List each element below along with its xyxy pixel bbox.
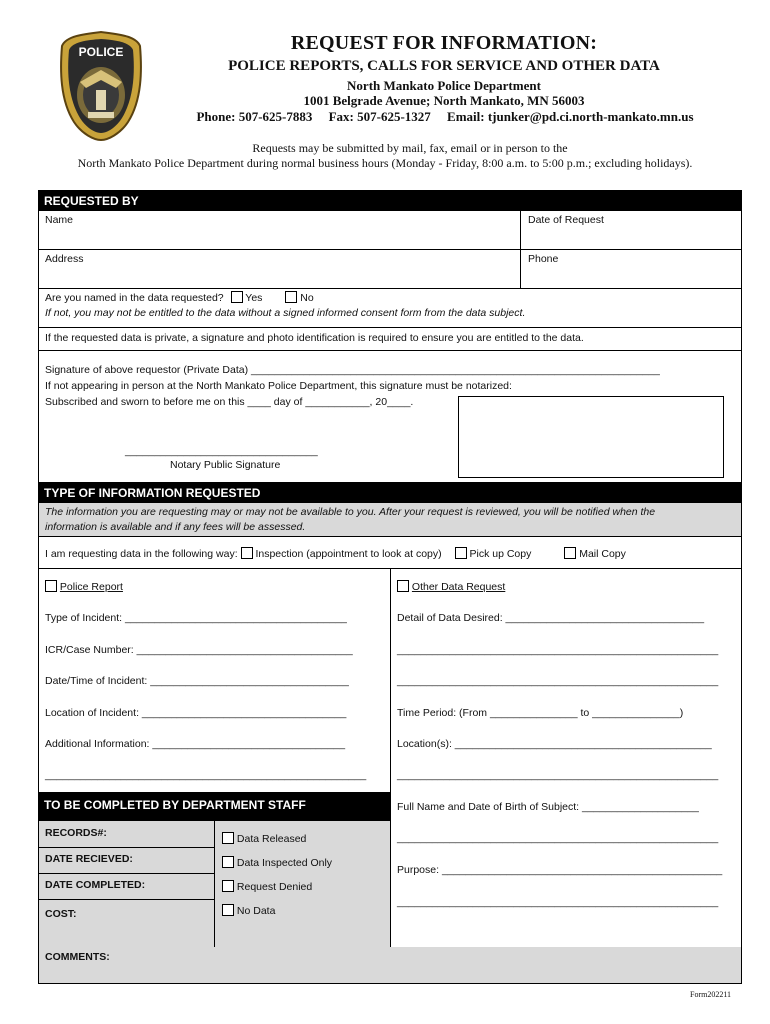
comments-label: COMMENTS:: [45, 951, 110, 963]
date-of-request-label: Date of Request: [528, 214, 604, 226]
pickup-label: Pick up Copy: [469, 548, 532, 560]
notarize-note: If not appearing in person at the North Mankato Police Department, this signature must be notarized:: [45, 380, 512, 392]
department-contact: Phone: 507-625-7883 Fax: 507-625-1327 Email: tjunker@pd.ci.north-mankato.mn.us: [196, 109, 694, 124]
incident-datetime-field[interactable]: Date/Time of Incident: __________________________________: [45, 675, 349, 687]
additional-info-field[interactable]: Additional Information: _________________________________: [45, 738, 346, 750]
named-no-checkbox[interactable]: [285, 291, 297, 303]
consent-note: If not, you may not be entitled to the data without a signed informed consent form from the data subject.: [45, 307, 526, 319]
inspection-checkbox[interactable]: [241, 547, 253, 559]
locations-line[interactable]: _______________________________________________________: [397, 769, 719, 781]
department-name: North Mankato Police Department: [347, 78, 541, 93]
pickup-checkbox[interactable]: [455, 547, 467, 559]
badge-text: POLICE: [78, 45, 124, 59]
staff-heading: TO BE COMPLETED BY DEPARTMENT STAFF: [38, 792, 390, 821]
address-field[interactable]: [38, 250, 520, 288]
named-no-label: No: [300, 292, 314, 304]
records-number-label: RECORDS#:: [45, 827, 107, 839]
data-released-label: Data Released: [236, 833, 307, 845]
police-report-label: Police Report: [59, 581, 123, 593]
request-denied-checkbox[interactable]: [222, 880, 234, 892]
data-inspected-label: Data Inspected Only: [236, 857, 333, 869]
incident-location-field[interactable]: Location of Incident: ___________________________________: [45, 707, 347, 719]
department-address: 1001 Belgrade Avenue; North Mankato, MN 56003: [303, 93, 585, 108]
type-info-note-1: The information you are requesting may or may not be available to you. After your request is reviewed, you will be notified when the: [45, 506, 656, 518]
notary-seal-box: [458, 396, 724, 478]
comments-field[interactable]: [39, 947, 741, 983]
subject-line[interactable]: _______________________________________________________: [397, 832, 719, 844]
phone-field[interactable]: [521, 250, 742, 288]
purpose-field[interactable]: Purpose: ________________________________________________: [397, 864, 723, 876]
submission-note-2: North Mankato Police Department during normal business hours (Monday - Friday, 8:00 a.m. to 5:00 p.m.; excluding holidays).: [77, 156, 693, 170]
named-yes-label: Yes: [245, 292, 263, 304]
named-question: Are you named in the data requested?: [45, 292, 224, 304]
named-yes-checkbox[interactable]: [231, 291, 243, 303]
subject-name-dob-field[interactable]: Full Name and Date of Birth of Subject: ____________________: [397, 801, 699, 813]
request-way-label: I am requesting data in the following way:: [45, 548, 238, 560]
mail-checkbox[interactable]: [564, 547, 576, 559]
name-field[interactable]: [38, 211, 520, 249]
signature-line[interactable]: Signature of above requestor (Private Data) ______________________________________________________________________: [45, 364, 660, 376]
police-report-checkbox[interactable]: [45, 580, 57, 592]
other-data-checkbox[interactable]: [397, 580, 409, 592]
time-period-field[interactable]: Time Period: (From _______________ to _______________): [397, 707, 684, 719]
private-data-note: If the requested data is private, a signature and photo identification is required to ensure you are entitled to the data.: [45, 332, 584, 344]
notary-signature-label: Notary Public Signature: [170, 459, 281, 471]
form-id: Form202211: [690, 990, 732, 999]
locations-field[interactable]: Location(s): ____________________________________________: [397, 738, 712, 750]
form-subtitle: POLICE REPORTS, CALLS FOR SERVICE AND OTHER DATA: [228, 58, 660, 74]
date-completed-label: DATE COMPLETED:: [45, 879, 146, 891]
additional-info-line[interactable]: _______________________________________________________: [45, 769, 367, 781]
name-label: Name: [45, 214, 74, 226]
detail-of-data-field[interactable]: Detail of Data Desired: __________________________________: [397, 612, 705, 624]
request-denied-label: Request Denied: [236, 881, 313, 893]
date-of-request-field[interactable]: [521, 211, 742, 249]
type-of-incident-field[interactable]: Type of Incident: ______________________________________: [45, 612, 347, 624]
type-info-note-2: information is available and if any fees will be assessed.: [45, 521, 306, 533]
inspection-label: Inspection (appointment to look at copy): [255, 548, 442, 560]
phone-label: Phone: [528, 253, 559, 265]
requested-by-heading: REQUESTED BY: [38, 190, 742, 211]
form-title: REQUEST FOR INFORMATION:: [290, 32, 598, 54]
icr-case-number-field[interactable]: ICR/Case Number: _____________________________________: [45, 644, 353, 656]
data-released-checkbox[interactable]: [222, 832, 234, 844]
purpose-line[interactable]: _______________________________________________________: [397, 896, 719, 908]
submission-note-1: Requests may be submitted by mail, fax, email or in person to the: [252, 141, 568, 155]
other-data-label: Other Data Request: [411, 581, 506, 593]
address-label: Address: [45, 253, 84, 265]
no-data-label: No Data: [236, 905, 276, 917]
cost-label: COST:: [45, 908, 77, 920]
date-received-label: DATE RECIEVED:: [45, 853, 133, 865]
detail-line-1[interactable]: _______________________________________________________: [397, 644, 719, 656]
data-inspected-checkbox[interactable]: [222, 856, 234, 868]
sworn-line[interactable]: Subscribed and sworn to before me on this ____ day of ___________, 20____.: [45, 396, 414, 408]
detail-line-2[interactable]: _______________________________________________________: [397, 675, 719, 687]
notary-signature-line[interactable]: _________________________________: [125, 445, 318, 457]
no-data-checkbox[interactable]: [222, 904, 234, 916]
type-info-heading: TYPE OF INFORMATION REQUESTED: [38, 482, 742, 503]
mail-label: Mail Copy: [579, 548, 626, 560]
